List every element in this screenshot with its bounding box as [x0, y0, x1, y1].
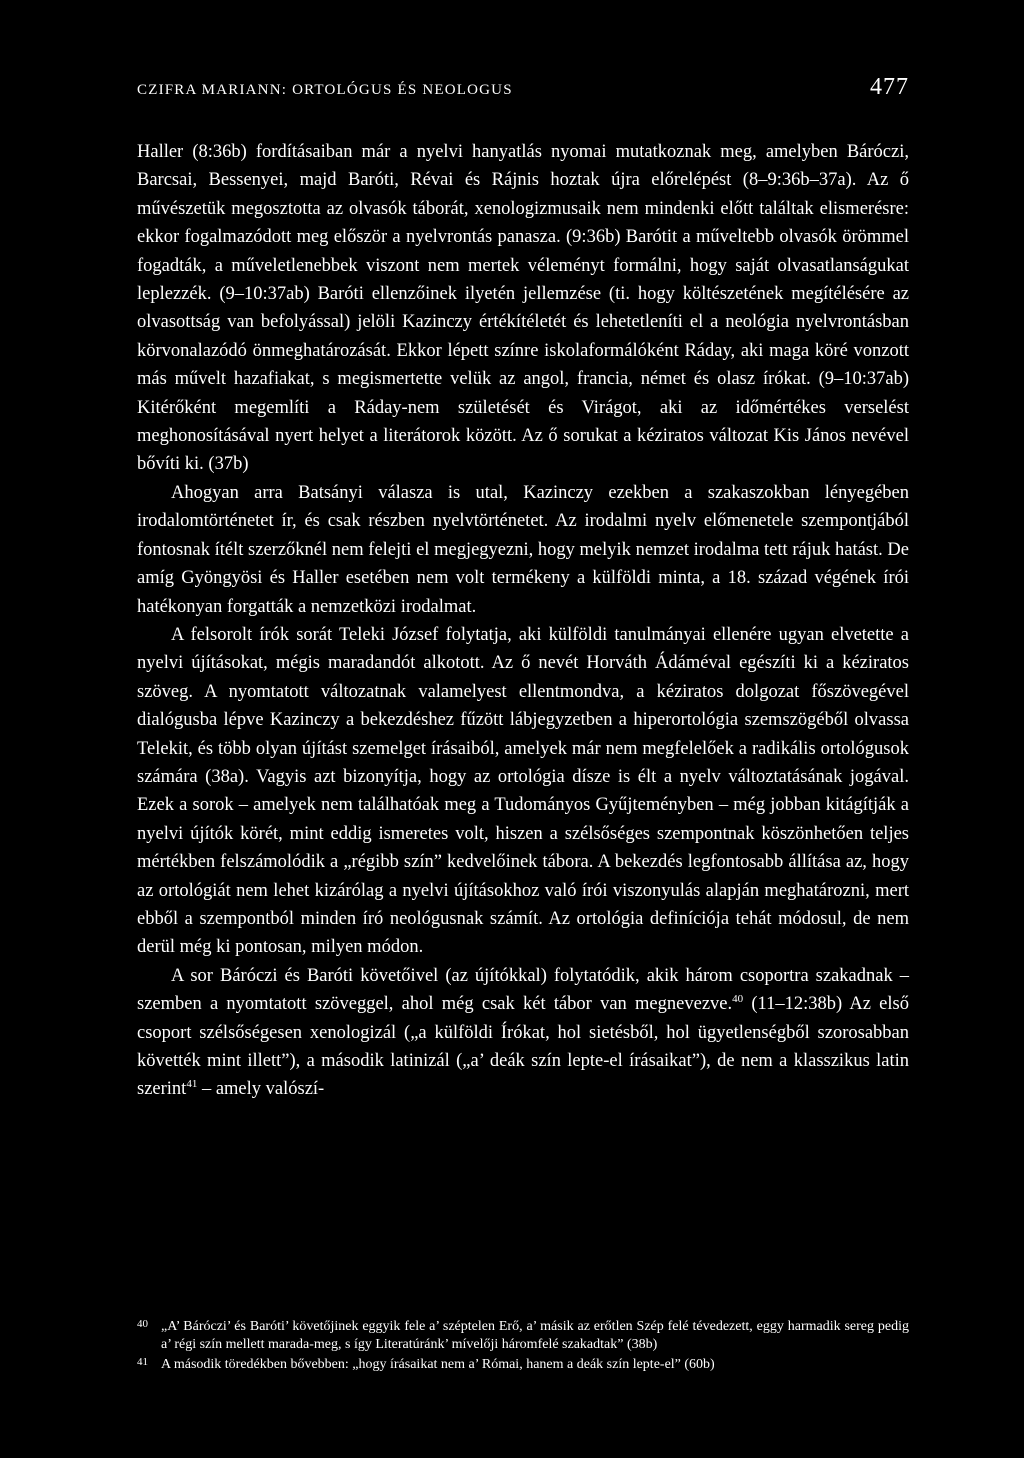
paragraph-4-part-1: A sor Báróczi és Baróti követőivel (az újítókkal) folytatódik, akik három csoportra szakadnak – szemben a nyomtatott szöveggel, ahol még csak két tábor van megnevezve. [137, 965, 909, 1015]
footnote [137, 1356, 909, 1374]
footnote-ref-40: 40 [732, 993, 744, 1006]
paragraph-4-part-2: (11–12:38b) Az első csoport szélsőségesen xenologizál („a külföldi Írókat, hol sietésből, hol ügyetlenségből szorosabban követték mint illett”), a második latinizál („a’ deák szín lepte-el írásaikat”), de nem a klasszikus latin szerint [137, 994, 909, 1100]
footnote [137, 1318, 909, 1354]
paragraph-2: Ahogyan arra Batsányi válasza is utal, Kazinczy ezekben a szakaszokban lényegében irodalomtörténetet ír, és csak részben nyelvtörténetet. Az irodalmi nyelv előmenetele szempontjából fontosnak ítélt szerzőknél nem felejti el megjegyezni, hogy melyik nemzet irodalma tett rájuk hatást. De amíg Gyöngyösi és Haller esetében nem volt termékeny a külföldi minta, a 18. század végének írói hatékonyan forgatták a nemzetközi irodalmat. [137, 482, 909, 617]
paragraph-1: Haller (8:36b) fordításaiban már a nyelvi hanyatlás nyomai mutatkoznak meg, amelyben Báróczi, Barcsai, Bessenyei, majd Baróti, Révai és Rájnis hoztak újra előrelépést (8–9:36b–37a). Az ő művészetük megosztotta az olvasók táborát, xenologizmusaik nem mindenki előtt találtak elismerésre: ekkor fogalmazódott meg először a nyelvrontás panasza. (9:36b) Barótit a műveltebb olvasók örömmel fogadták, a műveletlenebbek viszont nem mertek véleményt formálni, hogy saját olvasatlanságukat leplezzék. (9–10:37ab) Baróti ellenzőinek ilyetén jellemzése (ti. hogy költészetének megítélésére az olvasottság van befolyással) jelöli Kazinczy értékítéletét és lehetetleníti el a neológia nyelvrontásban körvonalazódó önmeghatározását. Ekkor lépett színre iskolaformálóként Ráday, aki maga köré vonzott más művelt hazafiakat, s megismertette velük az angol, francia, német és olasz írókat. (9–10:37ab) Kitérőként megemlíti a Ráday-nem születését és Virágot, aki az időmértékes verselést meghonosításával nyert helyet a literátorok között. Az ő sorukat a kéziratos változat Kis János nevével bővíti ki. (37b) [137, 142, 909, 475]
footnote-text: A második töredékben bővebben: „hogy írásaikat nem a’ Római, hanem a deák szín lepte-el” (60b) [161, 1357, 715, 1372]
running-title [137, 82, 513, 99]
body-text [137, 138, 909, 1104]
footnote-number: 40 [137, 1318, 148, 1330]
header-title: ORTOLÓGUS ÉS NEOLOGUS [292, 82, 513, 98]
header-author: CZIFRA MARIANN: [137, 82, 288, 98]
paragraph-4 [137, 962, 909, 1104]
running-header [137, 74, 909, 101]
paragraph-3: A felsorolt írók sorát Teleki József folytatja, aki külföldi tanulmányai ellenére ugyan elvetette a nyelvi újításokat, mégis maradandót alkotott. Az ő nevét Horváth Ádáméval egészíti ki a kéziratos szöveg. A nyomtatott változatnak valamelyest ellentmondva, a kéziratos dolgozat főszövegével dialógusba lépve Kazinczy a bekezdéshez fűzött lábjegyzetben a hiperortológia szemszögéből olvassa Telekit, és több olyan újítást szemelget írásaiból, amelyek már nem megfelelőek a radikális ortológusok számára (38a). Vagyis azt bizonyítja, hogy az ortológia dísze is élt a nyelv változtatásának jogával. Ezek a sorok – amelyek nem találhatóak meg a Tudományos Gyűjteményben – még jobban kitágítják a nyelvi újítók körét, mint eddig ismeretes volt, hiszen a szélsőséges szempontnak köszönhetően teljes mértékben felszámolódik a „régibb szín” kedvelőinek tábora. A bekezdés legfontosabb állítása az, hogy az ortológiát nem lehet kizárólag a nyelvi újításokhoz való írói viszonyulás alapján meghatározni, mert ebből a szempontból minden író neológusnak számít. Az ortológia definíciója tehát módosul, de nem derül még ki pontosan, milyen módon. [137, 624, 909, 958]
footnote-number: 41 [137, 1356, 148, 1368]
page-number: 477 [870, 74, 909, 100]
footnotes [137, 1318, 909, 1376]
footnote-text: „A’ Báróczi’ és Baróti’ követőjinek eggyik fele a’ széptelen Erő, a’ másik az erőtlen Szép felé tévedezett, eggy harmadik sereg pedig a’ régi szín mellett marada-meg, s így Literatúránk’ mívelőji háromfelé szakadtak” (38b) [161, 1319, 909, 1352]
footnote-ref-41: 41 [186, 1078, 198, 1091]
paragraph-4-part-3: – amely valószí- [197, 1079, 325, 1100]
